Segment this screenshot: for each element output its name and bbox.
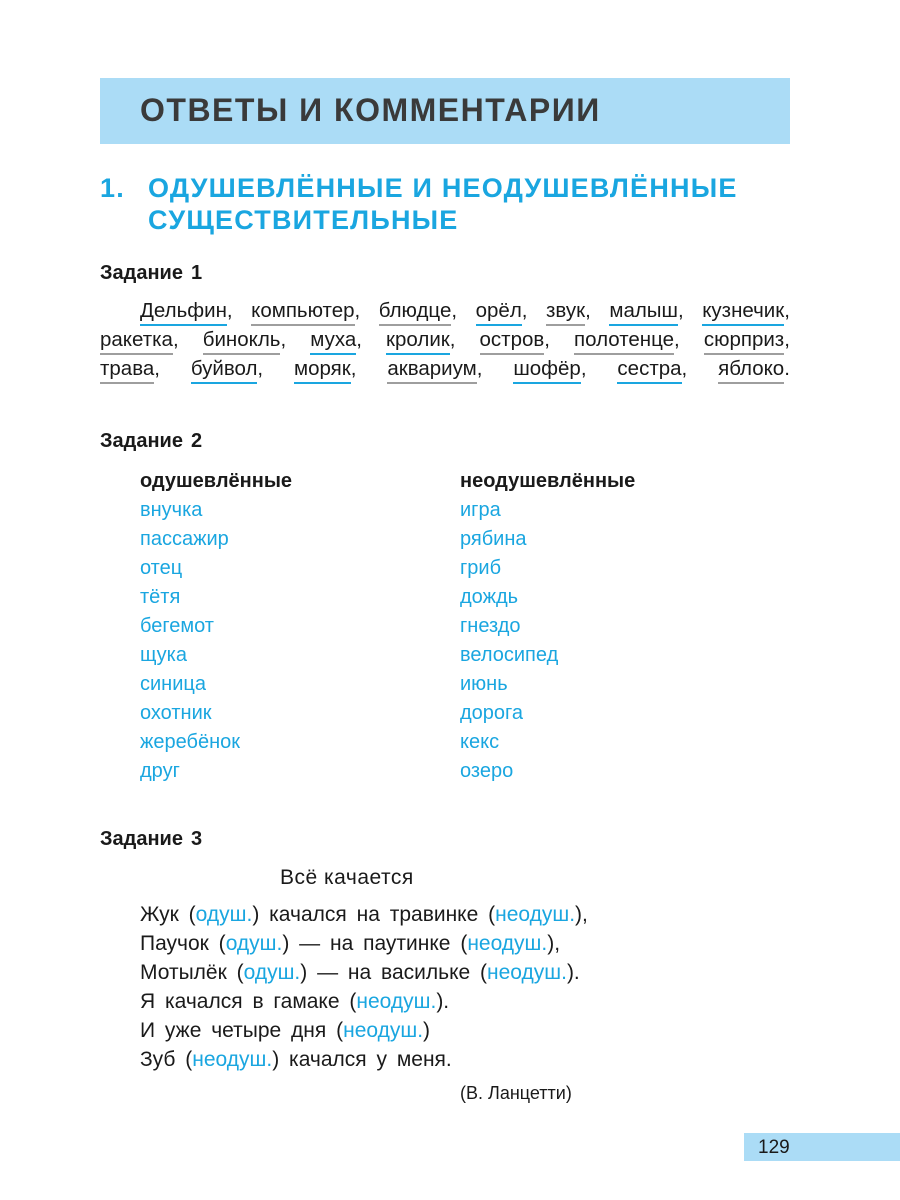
task3-number: 3 <box>190 828 203 850</box>
poem-text: ) качался у меня. <box>272 1048 452 1071</box>
animate-noun: внучка <box>140 499 203 521</box>
poem-text: ) — на васильке ( <box>300 961 487 984</box>
inanimate-noun: гнездо <box>460 615 521 637</box>
inanimate-noun: озеро <box>460 760 514 782</box>
task1-label: Задание <box>100 262 183 284</box>
punctuation: , <box>677 299 684 322</box>
punctuation: , <box>172 328 179 351</box>
animate-noun: щука <box>140 644 187 666</box>
task1-row <box>100 298 790 327</box>
poem-text: Зуб ( <box>140 1048 193 1071</box>
word-group <box>513 356 586 385</box>
word-group <box>546 298 591 327</box>
task1-title <box>100 262 202 285</box>
inanimate-word: сюрприз <box>703 328 785 351</box>
punctuation: , <box>154 357 160 380</box>
poem-text: ), <box>575 903 588 926</box>
animate-noun: жеребёнок <box>140 731 241 753</box>
animacy-tag: неодуш. <box>356 990 437 1013</box>
animate-word: сестра <box>617 357 682 380</box>
poem-line <box>140 900 588 929</box>
animate-noun: пассажир <box>140 528 229 550</box>
punctuation: , <box>674 328 680 351</box>
punctuation: , <box>354 299 361 322</box>
punctuation: . <box>784 357 790 380</box>
poem-author: (В. Ланцетти) <box>460 1083 572 1103</box>
punctuation: , <box>784 299 790 322</box>
poem-text: ) — на паутинке ( <box>282 932 468 955</box>
animate-word: моряк <box>294 357 351 380</box>
section-number: 1. <box>100 173 125 203</box>
punctuation: , <box>681 357 688 380</box>
inanimate-noun: дорога <box>460 702 524 724</box>
page-title: ОТВЕТЫ И КОММЕНТАРИИ <box>140 92 601 128</box>
word-group <box>294 356 356 385</box>
animacy-tag: неодуш. <box>487 961 567 984</box>
inanimate-word: яблоко <box>718 357 785 380</box>
punctuation: , <box>585 299 591 322</box>
poem-text: Жук ( <box>140 903 196 926</box>
poem-line <box>140 1045 588 1074</box>
poem-line <box>140 929 588 958</box>
word-group <box>310 327 362 356</box>
poem-line <box>140 987 588 1016</box>
word-group <box>609 298 683 327</box>
task1-number: 1 <box>190 262 203 284</box>
word-group <box>251 298 360 327</box>
poem-text: ). <box>436 990 450 1013</box>
animate-word: кузнечик <box>702 299 785 322</box>
task3-title <box>100 828 202 851</box>
punctuation: , <box>257 357 264 380</box>
animate-word: шофёр <box>513 357 581 380</box>
animacy-tag: одуш. <box>225 932 283 955</box>
section-title-line2: СУЩЕСТВИТЕЛЬНЫЕ <box>148 205 459 235</box>
punctuation: , <box>356 328 362 351</box>
punctuation: , <box>226 299 233 322</box>
word-group <box>386 327 455 356</box>
inanimate-header: неодушевлённые <box>460 470 636 492</box>
poem-line <box>140 958 588 987</box>
poem <box>140 900 588 1074</box>
inanimate-word: остров <box>479 328 545 351</box>
inanimate-noun: игра <box>460 499 501 521</box>
inanimate-word: полотенце <box>574 328 675 351</box>
animacy-tag: неодуш. <box>467 932 548 955</box>
inanimate-word: аквариум <box>387 357 477 380</box>
animacy-tag: неодуш. <box>192 1048 273 1071</box>
inanimate-noun: дождь <box>460 586 519 608</box>
word-group <box>100 356 160 385</box>
animacy-tag: неодуш. <box>495 903 576 926</box>
word-group <box>191 356 263 385</box>
animate-word: кролик <box>386 328 450 351</box>
animate-noun: охотник <box>140 702 212 724</box>
punctuation: , <box>784 328 790 351</box>
task1-row <box>100 356 790 385</box>
animacy-tag: одуш. <box>195 903 253 926</box>
animate-word: малыш <box>609 299 678 322</box>
inanimate-noun: июнь <box>460 673 508 695</box>
poem-text: Я качался в гамаке ( <box>140 990 357 1013</box>
inanimate-word: трава <box>100 357 155 380</box>
poem-text: ) <box>423 1019 431 1042</box>
poem-text: ). <box>566 961 580 984</box>
inanimate-word: бинокль <box>202 328 281 351</box>
animacy-tag: одуш. <box>243 961 301 984</box>
word-group <box>617 356 687 385</box>
word-group <box>480 327 550 356</box>
task2-title <box>100 430 202 453</box>
animate-word: Дельфин <box>140 299 227 322</box>
animate-noun: отец <box>140 557 183 579</box>
poem-line <box>140 1016 588 1045</box>
punctuation: , <box>280 328 287 351</box>
punctuation: , <box>521 299 528 322</box>
page-number: 129 <box>758 1137 790 1158</box>
poem-text: Мотылёк ( <box>140 961 244 984</box>
animate-word: буйвол <box>190 357 258 380</box>
inanimate-noun: велосипед <box>460 644 559 666</box>
punctuation: , <box>350 357 357 380</box>
animate-column <box>140 467 292 786</box>
punctuation: , <box>544 328 550 351</box>
inanimate-word: компьютер <box>251 299 355 322</box>
word-group <box>574 327 680 356</box>
poem-text: Паучок ( <box>140 932 226 955</box>
poem-title: Всё качается <box>280 866 414 889</box>
word-group <box>379 298 457 327</box>
word-group <box>203 327 286 356</box>
animate-noun: тётя <box>140 586 181 608</box>
animate-word: орёл <box>475 299 522 322</box>
word-group <box>704 327 790 356</box>
task3-label: Задание <box>100 828 183 850</box>
word-group <box>702 298 790 327</box>
animate-word: муха <box>310 328 357 351</box>
punctuation: , <box>451 299 458 322</box>
inanimate-noun: гриб <box>460 557 502 579</box>
task1-row <box>100 327 790 356</box>
word-group <box>718 356 790 385</box>
punctuation: , <box>580 357 587 380</box>
word-group <box>100 327 179 356</box>
task1-paragraph <box>100 298 790 385</box>
poem-text: ) качался на травинке ( <box>252 903 496 926</box>
inanimate-noun: рябина <box>460 528 527 550</box>
section-title-line1: ОДУШЕВЛЁННЫЕ И НЕОДУШЕВЛЁННЫЕ <box>148 173 738 203</box>
punctuation: , <box>449 328 456 351</box>
task2-number: 2 <box>190 430 203 452</box>
inanimate-word: звук <box>546 299 586 322</box>
poem-text: И уже четыре дня ( <box>140 1019 344 1042</box>
section-title <box>100 172 738 236</box>
animate-noun: синица <box>140 673 206 695</box>
poem-text: ), <box>547 932 561 955</box>
header-banner <box>100 78 790 144</box>
task2-label: Задание <box>100 430 183 452</box>
word-group <box>387 356 482 385</box>
page-number-box <box>744 1133 900 1161</box>
inanimate-word: блюдце <box>378 299 452 322</box>
animate-header: одушевлённые <box>140 470 293 492</box>
punctuation: , <box>476 357 483 380</box>
inanimate-word: ракетка <box>100 328 173 351</box>
word-group <box>476 298 528 327</box>
animacy-tag: неодуш. <box>343 1019 424 1042</box>
inanimate-column <box>460 467 635 786</box>
animate-noun: друг <box>140 760 180 782</box>
inanimate-noun: кекс <box>460 731 500 753</box>
animate-noun: бегемот <box>140 615 214 637</box>
word-group <box>140 298 233 327</box>
